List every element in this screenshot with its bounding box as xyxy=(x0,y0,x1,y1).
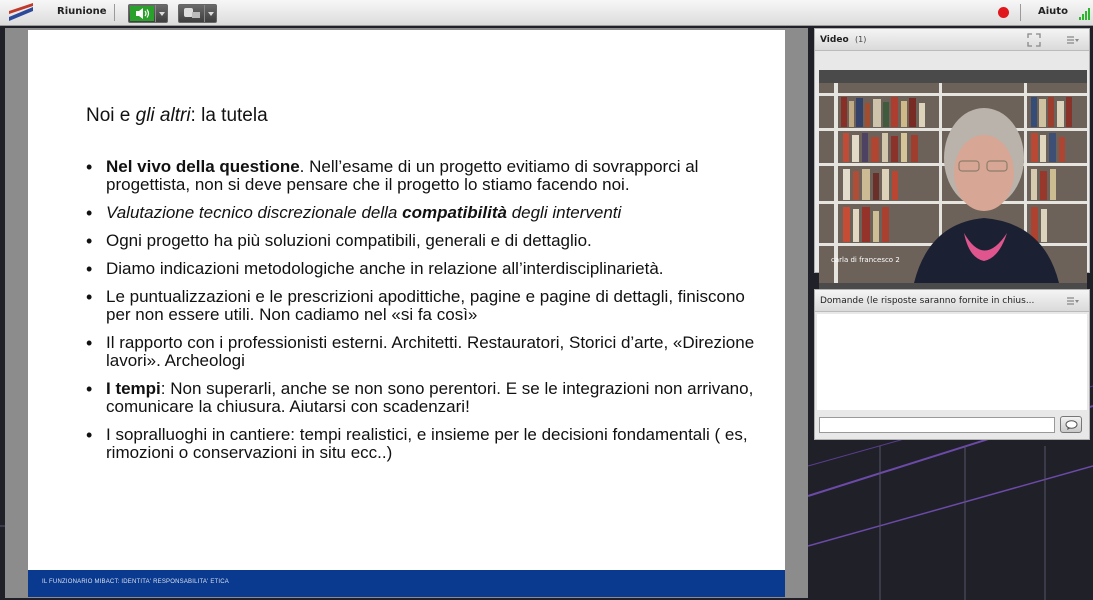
video-pod-header xyxy=(815,29,1089,51)
toolbar-separator xyxy=(1020,4,1021,21)
app-logo-icon xyxy=(7,3,35,23)
video-pod xyxy=(814,28,1090,273)
question-input[interactable] xyxy=(819,417,1055,433)
speaker-dropdown[interactable] xyxy=(155,5,167,22)
bullet-item: • Le puntualizzazioni e le prescrizioni apodittiche, pagine e pagine di dettagli, finiscono per non essere utili. Non cadiamo nel «si fa così» xyxy=(86,288,766,324)
menu-help[interactable]: Aiuto xyxy=(1038,6,1068,17)
pod-options-icon[interactable] xyxy=(1065,294,1079,308)
bullet-item: • I tempi: Non superarli, anche se non sono perentori. E se le integrazioni non arrivano, comunicare la chiusura. Aiutarsi con scadenzari! xyxy=(86,380,766,416)
questions-pod xyxy=(814,289,1090,440)
top-toolbar xyxy=(0,0,1093,26)
bullet-item: • Ogni progetto ha più soluzioni compatibili, generali e di dettaglio. xyxy=(86,232,766,250)
bullet-item: • Il rapporto con i professionisti esterni. Architetti. Restauratori, Storici d’arte, «Direzione lavori». Archeologi xyxy=(86,334,766,370)
questions-list xyxy=(817,314,1087,410)
bullet-item: • I sopralluoghi in cantiere: tempi realistici, e insieme per le decisioni fondamentali ( es, rimozioni o conservazioni in situ ecc..) xyxy=(86,426,766,462)
bullet-item: • Diamo indicazioni metodologiche anche in relazione all’interdisciplinarietà. xyxy=(86,260,766,278)
menu-meeting[interactable]: Riunione xyxy=(57,6,107,17)
speaker-icon xyxy=(130,6,154,21)
connection-signal-icon xyxy=(1079,8,1091,20)
bullet-item: • Nel vivo della questione. Nell’esame di un progetto evitiamo di sovrapporci al progettista, non si deve pensare che il progetto lo stiamo facendo noi. xyxy=(86,158,766,194)
slide-footer-text: IL FUNZIONARIO MIBACT: IDENTITA' RESPONSABILITA' ETICA xyxy=(42,579,230,585)
questions-pod-title: Domande (le risposte saranno fornite in chius... xyxy=(820,296,1035,306)
video-participant-name: carla di francesco 2 xyxy=(831,256,900,264)
bullet-item: • Valutazione tecnico discrezionale della compatibilità degli interventi xyxy=(86,204,766,222)
video-pod-title: Video xyxy=(820,35,849,45)
send-question-button[interactable] xyxy=(1060,416,1082,433)
recording-indicator-icon xyxy=(998,7,1009,18)
microphone-icon xyxy=(180,6,204,21)
questions-pod-header xyxy=(815,290,1089,312)
slide-footer xyxy=(28,570,785,597)
presentation-slide xyxy=(28,30,785,597)
speech-bubble-icon xyxy=(1065,420,1078,430)
slide-title: Noi e gli altri: la tutela xyxy=(86,105,268,126)
toolbar-separator xyxy=(114,4,115,21)
video-count: (1) xyxy=(855,35,867,44)
pod-options-icon[interactable] xyxy=(1065,33,1079,47)
fullscreen-icon[interactable] xyxy=(1027,33,1041,47)
microphone-dropdown[interactable] xyxy=(204,5,216,22)
speaker-button[interactable] xyxy=(128,4,168,23)
microphone-button[interactable] xyxy=(178,4,217,23)
slide-bullet-list xyxy=(86,158,766,472)
